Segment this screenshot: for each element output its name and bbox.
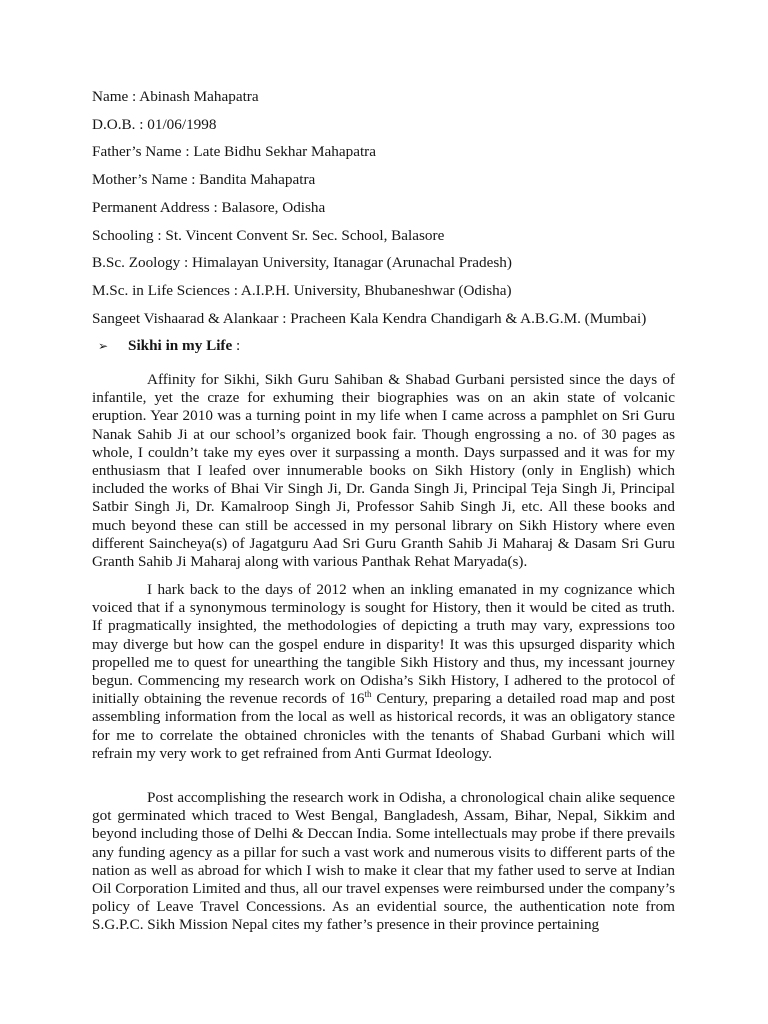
- paragraph-2-part-a: I hark back to the days of 2012 when an inkling emanated in my cognizance which voiced that if a synonymous terminology is sought for History, then it would be cited as truth. If pragmatically insighted, the methodologies of depicting a truth may vary, expressions too may diverge but how can the gospel endure in disparity! It was this upsurged disparity which propelled me to quest for unearthing the tangible Sikh History and thus, my incessant journey begun. Commencing my research work on Odisha’s Sikh History, I adhered to the protocol of initially obtaining the revenue records of 16: [92, 581, 675, 708]
- dob-line: D.O.B. : 01/06/1998: [92, 116, 217, 133]
- paragraph-2: [92, 581, 675, 763]
- mother-name-line: Mother’s Name : Bandita Mahapatra: [92, 171, 316, 188]
- paragraph-3: [92, 789, 675, 935]
- father-name-line: Father’s Name : Late Bidhu Sekhar Mahapatra: [92, 143, 376, 160]
- schooling-line: Schooling : St. Vincent Convent Sr. Sec. School, Balasore: [92, 227, 445, 244]
- sangeet-line: Sangeet Vishaarad & Alankaar : Pracheen Kala Kendra Chandigarh & A.B.G.M. (Mumbai): [92, 310, 647, 327]
- section-heading: [98, 337, 240, 355]
- paragraph-1: [92, 371, 675, 571]
- paragraph-2-text: [92, 581, 675, 763]
- msc-line: M.Sc. in Life Sciences : A.I.P.H. University, Bhubaneshwar (Odisha): [92, 282, 512, 299]
- address-line: Permanent Address : Balasore, Odisha: [92, 199, 326, 216]
- section-title-suffix: :: [232, 337, 241, 354]
- name-line: Name : Abinash Mahapatra: [92, 88, 259, 105]
- section-title: Sikhi in my Life: [128, 337, 233, 354]
- paragraph-3-text: Post accomplishing the research work in Odisha, a chronological chain alike sequence got germinated which traced to West Bengal, Bangladesh, Assam, Bihar, Nepal, Sikkim and beyond including those of Delhi & Deccan India. Some intellectuals may probe if there prevails any funding agency as a pillar for such a vast work and numerous visits to different parts of the nation as well as abroad for which I wish to make it clear that my father used to serve at Indian Oil Corporation Limited and thus, all our travel expenses were reimbursed under the company’s policy of Leave Travel Concessions. As an evidential source, the authentication note from S.G.P.C. Sikh Mission Nepal cites my father’s presence in their province pertaining: [92, 789, 675, 934]
- arrow-bullet-icon: ➢: [98, 339, 109, 353]
- paragraph-2-part-b: Century, preparing a detailed road map and post assembling information from the local as well as historical records, it was an obligatory stance for me to correlate the obtained chronicles with the tenants of Shabad Gurbani which will refrain my very work to get refrained from Anti Gurmat Ideology.: [92, 690, 676, 762]
- ordinal-superscript: th: [364, 689, 372, 700]
- paragraph-1-text: Affinity for Sikhi, Sikh Guru Sahiban & Shabad Gurbani persisted since the days of infantile, yet the craze for exhuming their biographies was on an akin state of volcanic eruption. Year 2010 was a turning point in my life when I came across a pamphlet on Sri Guru Nanak Sahib Ji at our school’s organized book fair. Though engrossing a no. of 30 pages as whole, I couldn’t take my eyes over it surpassing a month. Days surpassed and it was for my enthusiasm that I leafed over innumerable books on Sikh History (only in English) which included the works of Bhai Vir Singh Ji, Dr. Ganda Singh Ji, Principal Teja Singh Ji, Principal Satbir Singh Ji, Dr. Kamalroop Singh Ji, Professor Sahib Singh Ji, etc. All these books and much beyond these can still be accessed in my personal library on Sikh History where even different Saincheya(s) of Jagatguru Aad Sri Guru Granth Sahib Ji Maharaj & Dasam Sri Guru Granth Sahib Ji Maharaj along with various Panthak Rehat Maryada(s).: [92, 371, 675, 571]
- bsc-line: B.Sc. Zoology : Himalayan University, Itanagar (Arunachal Pradesh): [92, 254, 512, 271]
